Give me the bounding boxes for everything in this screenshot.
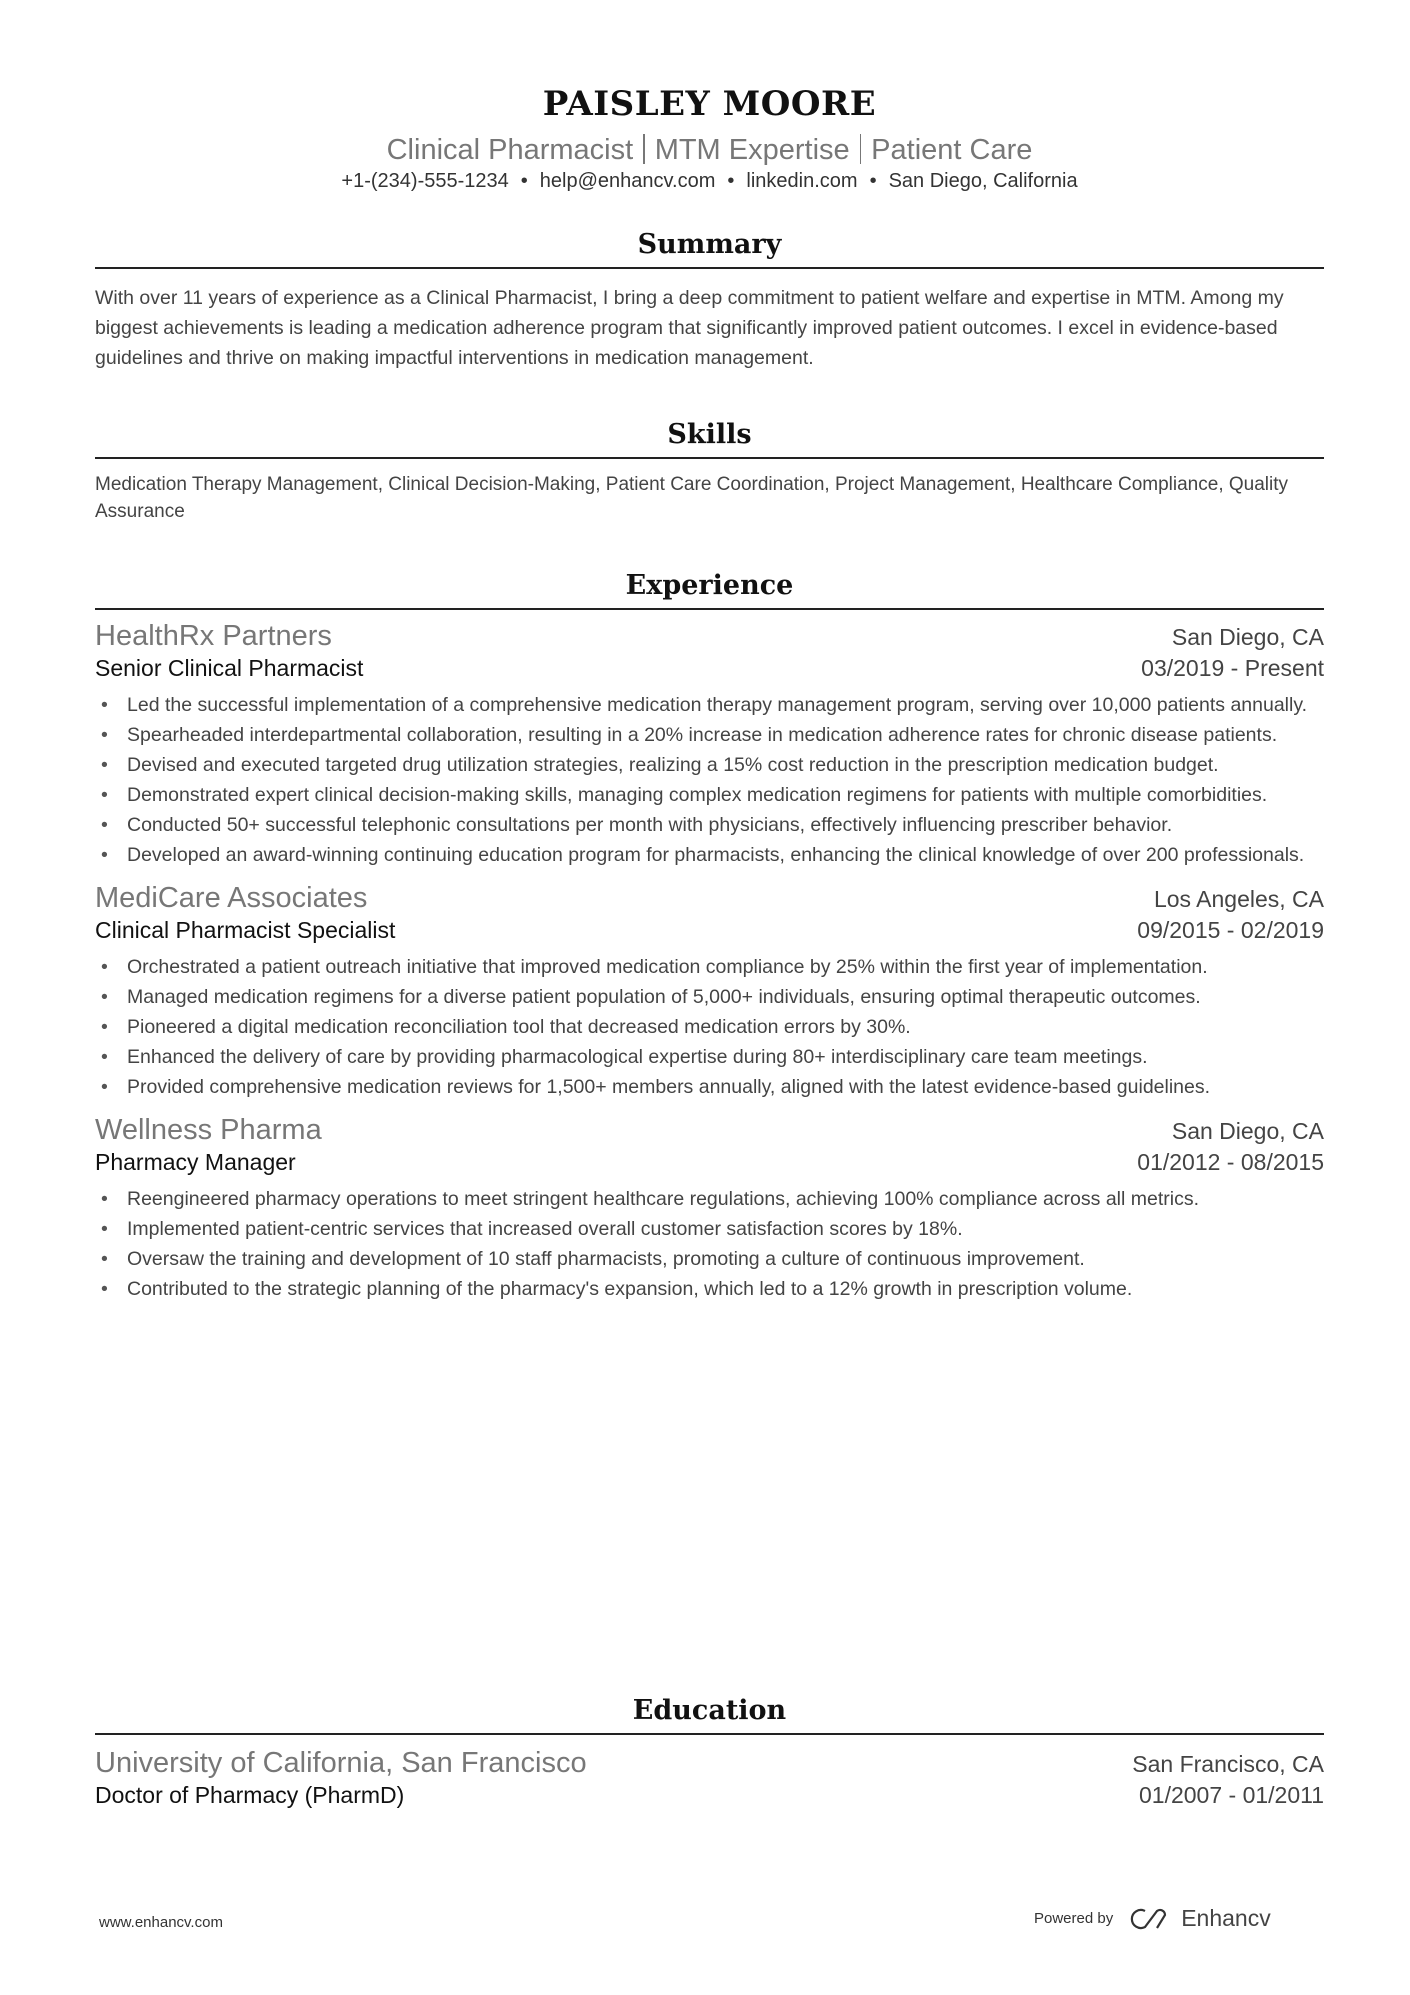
education-section [95,1695,1324,1809]
footer-branding [1034,1905,1271,1932]
email-link[interactable]: help@enhancv.com [539,170,716,192]
achievement-list [95,690,1324,870]
summary-section [95,229,1324,373]
section-rule [95,1733,1324,1735]
summary-text: With over 11 years of experience as a Clinical Pharmacist, I bring a deep commitment to patient welfare and expertise in MTM. Among my biggest achievements is leading a medication adherence program that significantly improved patient outcomes. I excel in evidence-based guidelines and thrive on making impactful interventions in medication management. [95,287,1284,369]
section-heading: Education [632,1695,787,1726]
section-rule [95,267,1324,269]
headline-part: Clinical Pharmacist [386,134,634,166]
job-dates: 03/2019 - Present [1141,655,1324,681]
bullet-separator: • [520,170,528,192]
achievement-item: • Enhanced the delivery of care by providing pharmacological expertise during 80+ interdisciplinary care team meetings. [95,1042,1324,1072]
divider [860,134,862,164]
section-rule [95,608,1324,610]
enhancv-brand-text: Enhancv [1181,1905,1271,1931]
enhancv-logo-icon [1127,1906,1173,1932]
company-name: MediCare Associates [95,882,368,914]
headline-part: MTM Expertise [654,134,850,166]
achievement-item: • Provided comprehensive medication reviews for 1,500+ members annually, aligned with the latest evidence-based guidelines. [95,1072,1324,1102]
achievement-item: • Reengineered pharmacy operations to meet stringent healthcare regulations, achieving 100% compliance across all metrics. [95,1184,1324,1214]
job-location: Los Angeles, CA [1153,886,1324,912]
skills-text: Medication Therapy Management, Clinical Decision-Making, Patient Care Coordination, Project Management, Healthcare Compliance, Quality Assurance [95,474,1289,522]
section-heading: Experience [625,570,794,601]
achievement-item: • Developed an award-winning continuing education program for pharmacists, enhancing the clinical knowledge of over 200 professionals. [95,840,1324,870]
job-dates: 01/2012 - 08/2015 [1137,1149,1324,1175]
bullet-separator: • [727,170,735,192]
skills-section [95,419,1324,525]
job-entry [95,1114,1324,1304]
achievement-item: • Pioneered a digital medication reconciliation tool that decreased medication errors by 30%. [95,1012,1324,1042]
company-name: HealthRx Partners [95,620,332,652]
enhancv-logo [1127,1905,1271,1932]
achievement-item: • Spearheaded interdepartmental collaboration, resulting in a 20% increase in medication adherence rates for chronic disease patients. [95,720,1324,750]
powered-by-label: Powered by [1034,1910,1114,1927]
headline-part: Patient Care [871,134,1033,166]
contact-line [95,170,1324,193]
education-entry [95,1747,1324,1809]
achievement-item: • Implemented patient-centric services that increased overall customer satisfaction scores by 18%. [95,1214,1324,1244]
linkedin-link[interactable]: linkedin.com [746,170,858,192]
company-name: Wellness Pharma [95,1114,322,1146]
location: San Diego, California [888,170,1078,192]
experience-section [95,570,1324,1304]
headline [95,134,1324,167]
job-title: Pharmacy Manager [95,1149,296,1175]
footer-website[interactable]: www.enhancv.com [99,1914,223,1931]
job-title: Clinical Pharmacist Specialist [95,917,396,943]
job-location: San Diego, CA [1171,1118,1324,1144]
section-heading: Summary [637,229,782,260]
job-entry [95,882,1324,1102]
achievement-list [95,952,1324,1102]
school-name: University of California, San Francisco [95,1747,587,1779]
achievement-item: • Devised and executed targeted drug utilization strategies, realizing a 15% cost reduction in the prescription medication budget. [95,750,1324,780]
divider [643,134,645,164]
achievement-item: • Led the successful implementation of a comprehensive medication therapy management program, serving over 10,000 patients annually. [95,690,1324,720]
achievement-item: • Demonstrated expert clinical decision-making skills, managing complex medication regimens for patients with multiple comorbidities. [95,780,1324,810]
job-dates: 09/2015 - 02/2019 [1137,917,1324,943]
phone[interactable]: +1-(234)-555-1234 [341,170,509,192]
achievement-list [95,1184,1324,1304]
job-location: San Diego, CA [1171,624,1324,650]
section-heading: Skills [667,419,752,450]
achievement-item: • Oversaw the training and development of 10 staff pharmacists, promoting a culture of continuous improvement. [95,1244,1324,1274]
candidate-name: PAISLEY MOORE [542,84,877,124]
school-location: San Francisco, CA [1132,1751,1324,1777]
degree: Doctor of Pharmacy (PharmD) [95,1782,405,1808]
education-dates: 01/2007 - 01/2011 [1138,1782,1324,1808]
job-title: Senior Clinical Pharmacist [95,655,364,681]
achievement-item: • Managed medication regimens for a diverse patient population of 5,000+ individuals, ensuring optimal therapeutic outcomes. [95,982,1324,1012]
bullet-separator: • [869,170,877,192]
job-entry [95,620,1324,870]
achievement-item: • Contributed to the strategic planning of the pharmacy's expansion, which led to a 12% growth in prescription volume. [95,1274,1324,1304]
achievement-item: • Orchestrated a patient outreach initiative that improved medication compliance by 25% within the first year of implementation. [95,952,1324,982]
section-rule [95,457,1324,459]
achievement-item: • Conducted 50+ successful telephonic consultations per month with physicians, effectively influencing prescriber behavior. [95,810,1324,840]
